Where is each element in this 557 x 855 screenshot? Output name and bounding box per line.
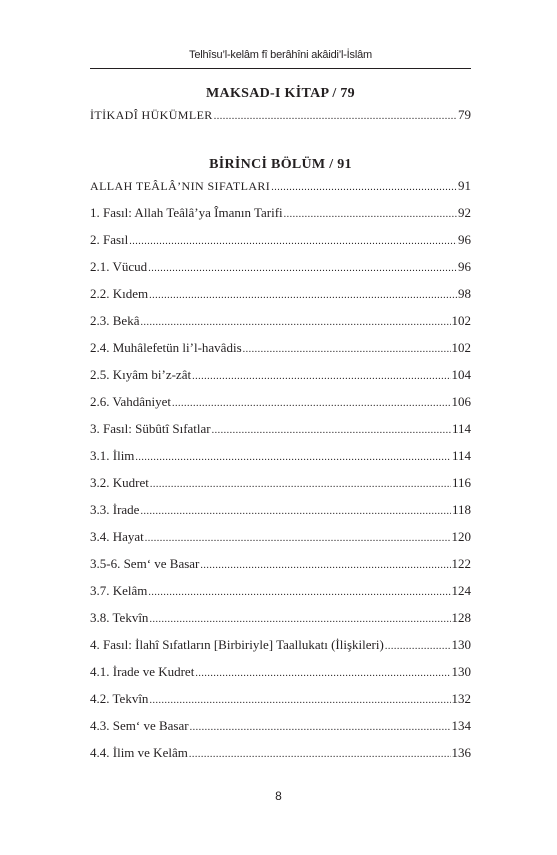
toc-entry-title: 1. Fasıl: Allah Teâlâ’ya Îmanın Tarifi bbox=[90, 205, 283, 220]
toc-leader-dots bbox=[192, 371, 450, 382]
toc-entry-page: 118 bbox=[451, 502, 471, 517]
toc-leader-dots bbox=[149, 695, 450, 706]
toc-entry-title: ALLAH TEÂLÂ’NIN SIFATLARI bbox=[90, 179, 271, 193]
toc-leader-dots bbox=[140, 506, 451, 517]
toc-entry-page: 134 bbox=[451, 718, 471, 733]
toc-entry[interactable] bbox=[90, 232, 471, 250]
toc-entry-title: 3.4. Hayat bbox=[90, 529, 144, 544]
toc-entry-page: 116 bbox=[451, 475, 471, 490]
toc-entry-title: 2.6. Vahdâniyet bbox=[90, 394, 171, 409]
toc-entry[interactable] bbox=[90, 637, 471, 655]
toc-entry-title: 2.1. Vücud bbox=[90, 259, 148, 274]
toc-leader-dots bbox=[190, 722, 451, 733]
toc-entry[interactable] bbox=[90, 313, 471, 331]
toc-entry-page: 102 bbox=[451, 340, 471, 355]
toc-leader-dots bbox=[145, 533, 451, 544]
toc-entry[interactable] bbox=[90, 556, 471, 574]
toc-entry-page: 124 bbox=[451, 583, 471, 598]
header-rule bbox=[90, 68, 471, 69]
toc-leader-dots bbox=[149, 290, 457, 301]
toc-entry-title: 2.2. Kıdem bbox=[90, 286, 149, 301]
toc-leader-dots bbox=[243, 344, 451, 355]
toc-entry-title: 3. Fasıl: Sübûtî Sıfatlar bbox=[90, 421, 211, 436]
toc-entry-title: 3.5-6. Sem‘ ve Basar bbox=[90, 556, 200, 571]
toc-entry-title: 2.5. Kıyâm bi’z-zât bbox=[90, 367, 192, 382]
toc-entry-page: 96 bbox=[458, 232, 471, 247]
toc-entry-title: 4. Fasıl: İlahî Sıfatların [Birbiriyle] Taallukatı (İlişkileri) bbox=[90, 637, 384, 652]
toc-entry-title: 2. Fasıl bbox=[90, 232, 129, 247]
toc-leader-dots bbox=[189, 749, 451, 760]
toc-entry-title: 2.4. Muhâlefetün li’l-havâdis bbox=[90, 340, 242, 355]
toc-entry-title: 3.2. Kudret bbox=[90, 475, 149, 490]
toc-entry-page: 130 bbox=[451, 637, 471, 652]
toc-leader-dots bbox=[385, 641, 451, 652]
toc-entry-page: 92 bbox=[458, 205, 471, 220]
toc-entry-page: 98 bbox=[458, 286, 471, 301]
toc-leader-dots bbox=[271, 182, 457, 193]
toc-entry-title: 3.1. İlim bbox=[90, 448, 135, 463]
toc-entry[interactable] bbox=[90, 259, 471, 277]
toc-leader-dots bbox=[149, 614, 450, 625]
toc-entry-page: 114 bbox=[451, 421, 471, 436]
toc-entry-page: 79 bbox=[458, 107, 471, 122]
toc-leader-dots bbox=[200, 560, 450, 571]
toc-leader-dots bbox=[150, 479, 451, 490]
toc-entry[interactable] bbox=[90, 178, 471, 196]
toc-entry-page: 96 bbox=[458, 259, 471, 274]
toc-entry[interactable] bbox=[90, 107, 471, 125]
toc-entry[interactable] bbox=[90, 691, 471, 709]
toc-entry[interactable] bbox=[90, 502, 471, 520]
toc-entry[interactable] bbox=[90, 367, 471, 385]
toc-entry-page: 130 bbox=[451, 664, 471, 679]
toc-entry[interactable] bbox=[90, 475, 471, 493]
toc-leader-dots bbox=[140, 317, 450, 328]
toc-entry[interactable] bbox=[90, 286, 471, 304]
toc-entry[interactable] bbox=[90, 421, 471, 439]
toc-entry[interactable] bbox=[90, 529, 471, 547]
running-head: Telhîsu’l-kelâm fî berâhîni akâidi’l-İslâm bbox=[189, 49, 372, 61]
toc-entry-title: 2.3. Bekâ bbox=[90, 313, 140, 328]
toc-entry-page: 132 bbox=[451, 691, 471, 706]
toc-entry[interactable] bbox=[90, 745, 471, 763]
toc-leader-dots bbox=[148, 263, 457, 274]
toc-entry-title: 4.1. İrade ve Kudret bbox=[90, 664, 195, 679]
toc-entry[interactable] bbox=[90, 394, 471, 412]
toc-entry-page: 122 bbox=[451, 556, 471, 571]
toc-entry[interactable] bbox=[90, 610, 471, 628]
toc-entry[interactable] bbox=[90, 664, 471, 682]
toc-entry-page: 102 bbox=[451, 313, 471, 328]
toc-leader-dots bbox=[284, 209, 457, 220]
toc-entry-page: 114 bbox=[451, 448, 471, 463]
section-heading-birinci-bolum: BİRİNCİ BÖLÜM / 91 bbox=[209, 157, 352, 172]
toc-entry-page: 128 bbox=[451, 610, 471, 625]
toc-entry-page: 104 bbox=[451, 367, 471, 382]
toc-entry[interactable] bbox=[90, 340, 471, 358]
toc-leader-dots bbox=[172, 398, 451, 409]
toc-entry-title: 3.7. Kelâm bbox=[90, 583, 148, 598]
toc-entry-title: 3.8. Tekvîn bbox=[90, 610, 149, 625]
toc-entry-title: 4.3. Sem‘ ve Basar bbox=[90, 718, 189, 733]
toc-entry-page: 136 bbox=[451, 745, 471, 760]
page-number: 8 bbox=[275, 789, 282, 803]
toc-leader-dots bbox=[195, 668, 450, 679]
toc-entry-page: 106 bbox=[451, 394, 471, 409]
toc-entry-title: İTİKADÎ HÜKÜMLER bbox=[90, 108, 213, 122]
toc-leader-dots bbox=[129, 236, 457, 247]
toc-entry[interactable] bbox=[90, 205, 471, 223]
toc-entry-title: 4.4. İlim ve Kelâm bbox=[90, 745, 188, 760]
toc-entry[interactable] bbox=[90, 718, 471, 736]
toc-leader-dots bbox=[135, 452, 451, 463]
toc-leader-dots bbox=[148, 587, 450, 598]
toc-entry-page: 91 bbox=[458, 178, 471, 193]
section-heading-maksad: MAKSAD-I KİTAP / 79 bbox=[206, 86, 355, 101]
toc-leader-dots bbox=[212, 425, 451, 436]
toc-entry-title: 3.3. İrade bbox=[90, 502, 140, 517]
toc-entry[interactable] bbox=[90, 448, 471, 466]
toc-entry-title: 4.2. Tekvîn bbox=[90, 691, 149, 706]
toc-leader-dots bbox=[214, 111, 457, 122]
toc-entry[interactable] bbox=[90, 583, 471, 601]
toc-entry-page: 120 bbox=[451, 529, 471, 544]
